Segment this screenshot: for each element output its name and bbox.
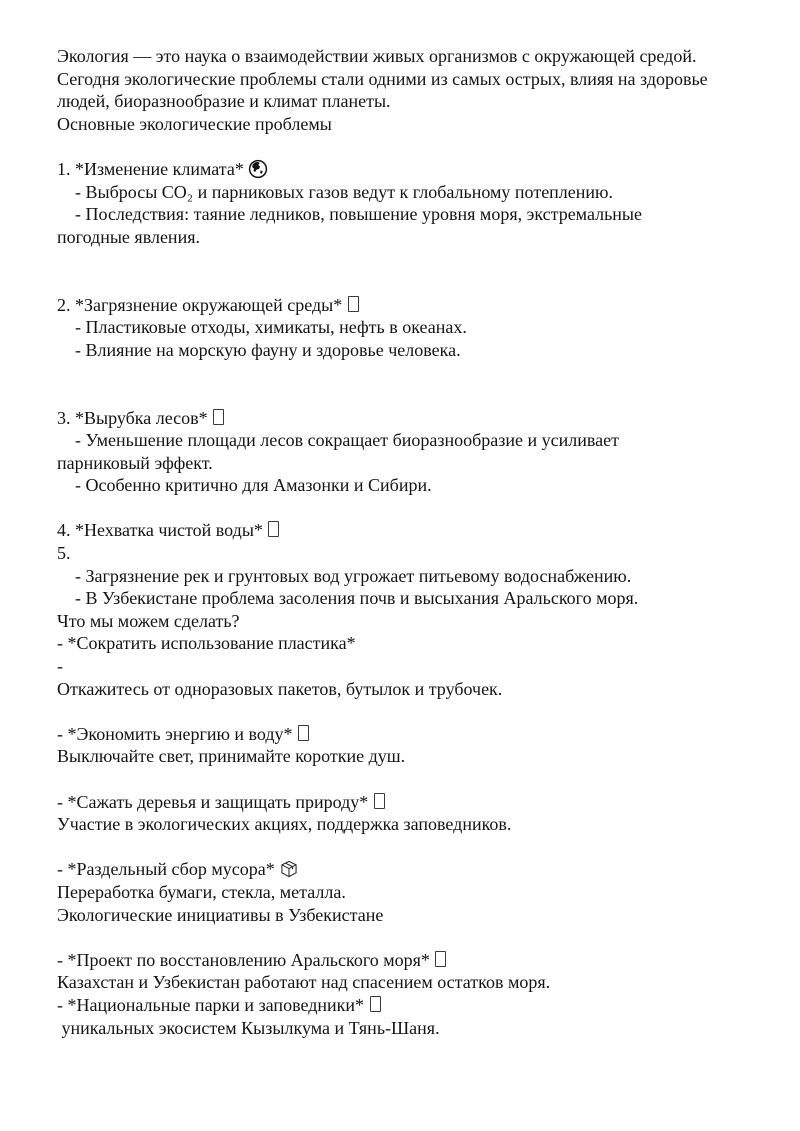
line-text bbox=[57, 837, 62, 857]
text-line bbox=[57, 836, 760, 859]
text-line bbox=[57, 994, 760, 1017]
line-text: Экологические инициативы в Узбекистане bbox=[57, 904, 384, 925]
line-text: 3. *Вырубка лесов* bbox=[57, 407, 213, 428]
text-line bbox=[57, 158, 760, 181]
missing-glyph-box bbox=[268, 521, 279, 537]
text-line bbox=[57, 497, 760, 520]
text-line bbox=[57, 632, 760, 655]
text-line bbox=[57, 813, 760, 836]
missing-glyph-box bbox=[298, 725, 309, 741]
line-text: - Выбросы CO₂ и парниковых газов ведут к глобальному потеплению. bbox=[57, 181, 613, 202]
line-text: - Уменьшение площади лесов сокращает биоразнообразие и усиливает bbox=[57, 430, 619, 451]
text-line bbox=[57, 542, 760, 565]
text-line bbox=[57, 565, 760, 588]
line-text: - Влияние на морскую фауну и здоровье человека. bbox=[57, 339, 461, 360]
text-line bbox=[57, 474, 760, 497]
text-line bbox=[57, 271, 760, 294]
line-text: Казахстан и Узбекистан работают над спасением остатков моря. bbox=[57, 972, 551, 993]
line-text bbox=[57, 927, 62, 947]
text-line bbox=[57, 135, 760, 158]
line-text bbox=[57, 701, 62, 721]
text-line bbox=[57, 113, 760, 136]
line-text bbox=[57, 769, 62, 789]
text-line bbox=[57, 858, 760, 881]
line-text: - *Раздельный сбор мусора* bbox=[57, 859, 280, 880]
line-text: - *Сократить использование пластика* bbox=[57, 633, 356, 654]
line-text bbox=[57, 362, 62, 382]
line-text: - Пластиковые отходы, химикаты, нефть в океанах. bbox=[57, 317, 467, 338]
text-line bbox=[57, 678, 760, 701]
line-text: 4. *Нехватка чистой воды* bbox=[57, 520, 268, 541]
text-line bbox=[57, 339, 760, 362]
line-text: - *Экономить энергию и воду* bbox=[57, 723, 298, 744]
text-line bbox=[57, 768, 760, 791]
text-line bbox=[57, 45, 760, 68]
text-line bbox=[57, 203, 760, 226]
missing-glyph-box bbox=[374, 793, 385, 809]
globe-icon bbox=[248, 158, 268, 181]
line-text: 1. *Изменение климата* bbox=[57, 158, 249, 179]
line-text: Переработка бумаги, стекла, металла. bbox=[57, 881, 346, 902]
text-line bbox=[57, 745, 760, 768]
line-text: - Последствия: таяние ледников, повышение уровня моря, экстремальные bbox=[57, 204, 643, 225]
line-text bbox=[57, 272, 62, 292]
line-text: погодные явления. bbox=[57, 226, 200, 247]
line-text bbox=[57, 136, 62, 156]
text-line bbox=[57, 226, 760, 249]
line-text: - В Узбекистане проблема засоления почв и высыхания Аральского моря. bbox=[57, 588, 639, 609]
text-line bbox=[57, 655, 760, 678]
text-line bbox=[57, 881, 760, 904]
line-text: Откажитесь от одноразовых пакетов, бутылок и трубочек. bbox=[57, 678, 503, 699]
line-text: - *Национальные парки и заповедники* bbox=[57, 994, 369, 1015]
text-line bbox=[57, 791, 760, 814]
line-text: Выключайте свет, принимайте короткие душ. bbox=[57, 746, 406, 767]
line-text: уникальных экосистем Кызылкума и Тянь-Шаня. bbox=[57, 1017, 440, 1038]
line-text bbox=[57, 385, 62, 405]
text-line bbox=[57, 68, 760, 91]
missing-glyph-box bbox=[213, 409, 224, 425]
text-line bbox=[57, 723, 760, 746]
missing-glyph-box bbox=[348, 296, 359, 312]
line-text: - Особенно критично для Амазонки и Сибири. bbox=[57, 475, 432, 496]
line-text: парниковый эффект. bbox=[57, 452, 213, 473]
line-text: 2. *Загрязнение окружающей среды* bbox=[57, 294, 347, 315]
text-line bbox=[57, 700, 760, 723]
text-line bbox=[57, 361, 760, 384]
text-line bbox=[57, 971, 760, 994]
missing-glyph-box bbox=[370, 996, 381, 1012]
line-text: 5. bbox=[57, 543, 71, 564]
text-line bbox=[57, 452, 760, 475]
line-text: Основные экологические проблемы bbox=[57, 113, 332, 134]
text-line bbox=[57, 90, 760, 113]
text-line bbox=[57, 904, 760, 927]
line-text: Что мы можем сделать? bbox=[57, 610, 240, 631]
text-line bbox=[57, 316, 760, 339]
text-line bbox=[57, 949, 760, 972]
text-line bbox=[57, 519, 760, 542]
text-line bbox=[57, 407, 760, 430]
text-line bbox=[57, 181, 760, 204]
text-line bbox=[57, 248, 760, 271]
line-text: - *Проект по восстановлению Аральского моря* bbox=[57, 949, 435, 970]
text-line bbox=[57, 294, 760, 317]
line-text: Сегодня экологические проблемы стали одними из самых острых, влияя на здоровье bbox=[57, 68, 708, 89]
text-line bbox=[57, 587, 760, 610]
text-line bbox=[57, 384, 760, 407]
line-text: - bbox=[57, 656, 63, 677]
line-text bbox=[57, 498, 62, 518]
missing-glyph-box bbox=[435, 951, 446, 967]
line-text: людей, биоразнообразие и климат планеты. bbox=[57, 91, 391, 112]
package-icon bbox=[279, 858, 299, 881]
text-line bbox=[57, 429, 760, 452]
line-text: - *Сажать деревья и защищать природу* bbox=[57, 791, 373, 812]
text-line bbox=[57, 1017, 760, 1040]
line-text: Экология — это наука о взаимодействии живых организмов с окружающей средой. bbox=[57, 46, 697, 66]
line-text: - Загрязнение рек и грунтовых вод угрожает питьевому водоснабжению. bbox=[57, 565, 632, 586]
text-line bbox=[57, 926, 760, 949]
text-line bbox=[57, 610, 760, 633]
line-text: Участие в экологических акциях, поддержка заповедников. bbox=[57, 814, 512, 835]
line-text bbox=[57, 249, 62, 269]
